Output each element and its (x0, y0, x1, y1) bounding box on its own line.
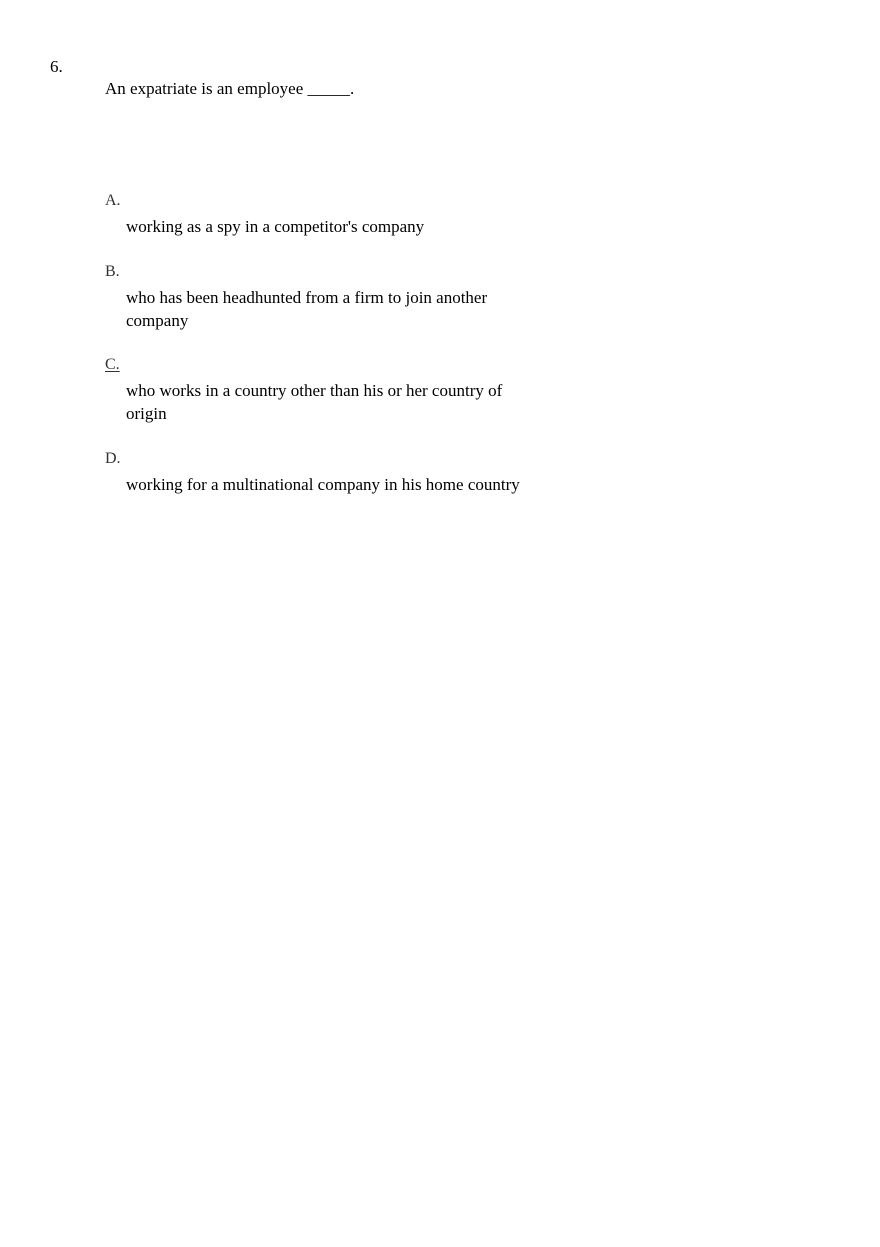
question-stem: An expatriate is an employee _____. (105, 79, 355, 98)
option-d-text: working for a multinational company in his home country (126, 475, 520, 494)
option-c-letter-correct: C. (105, 356, 120, 373)
option-b[interactable] (105, 262, 545, 332)
option-d[interactable] (105, 449, 545, 496)
option-a-letter: A. (105, 192, 121, 209)
option-b-letter: B. (105, 263, 120, 280)
question-number: 6. (50, 57, 63, 76)
option-d-letter: D. (105, 450, 121, 467)
option-c-text: who works in a country other than his or her country of origin (126, 381, 503, 423)
option-a-text: working as a spy in a competitor's company (126, 217, 425, 236)
option-a[interactable] (105, 191, 545, 238)
option-c[interactable] (105, 355, 545, 425)
option-b-text: who has been headhunted from a firm to join another company (126, 288, 488, 330)
